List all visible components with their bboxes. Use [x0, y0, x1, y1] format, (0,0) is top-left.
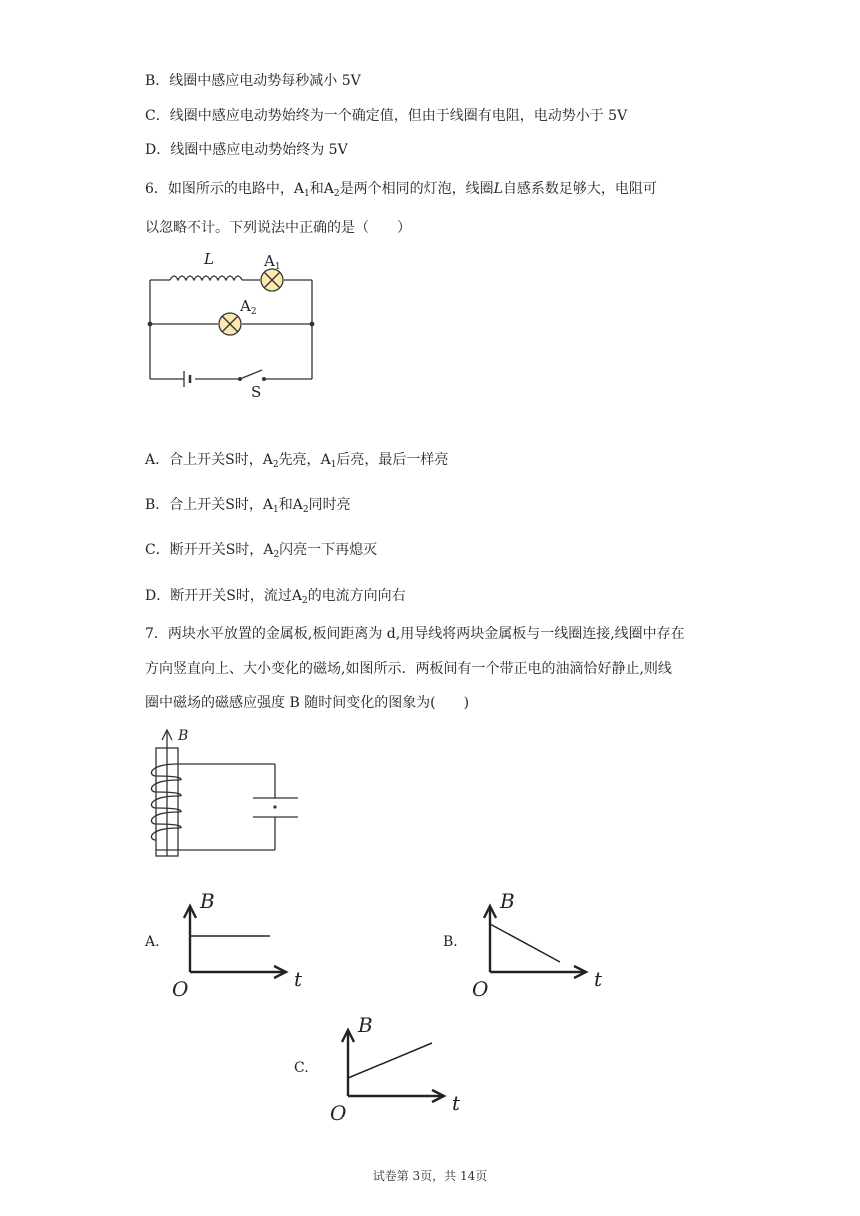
page-footer: 试卷第 3页，共 14页 [372, 1169, 488, 1183]
q7-stem-line1: 7．两块水平放置的金属板,板间距离为 d,用导线将两块金属板与一线圈连接,线圈中存在 [145, 626, 685, 642]
q6-option-d: D．断开开关S时，流过$A_2$的电流方向向右 [145, 588, 406, 606]
oil-drop [273, 805, 276, 808]
q7-stem-line2: 方向竖直向上、大小变化的磁场,如图所示．两板间有一个带正电的油滴恰好静止,则线 [145, 661, 672, 677]
q5-option-b: B．线圈中感应电动势每秒减小 5V [145, 73, 361, 89]
q6-stem-line1: 6．如图所示的电路中，$A_1$和$A_2$是两个相同的灯泡，线圈L自感系数足够大，电阻可 [145, 181, 657, 199]
q5-option-d: D．线圈中感应电动势始终为 5V [145, 142, 348, 158]
q7-option-c-graph [326, 1010, 476, 1125]
coil-label: L [204, 250, 214, 268]
lamp1-label: $A_1$ [264, 252, 281, 272]
svg-text:B: B [500, 889, 515, 913]
figure-b-label: B [178, 728, 189, 744]
lamp2-label: $A_2$ [240, 297, 257, 317]
svg-text:B: B [200, 889, 215, 913]
svg-text:O: O [472, 977, 489, 1001]
q6-stem-line2: 以忽略不计。下列说法中正确的是（ ） [145, 220, 411, 236]
svg-text:B: B [358, 1013, 373, 1037]
svg-text:t: t [294, 967, 303, 991]
svg-text:t: t [594, 967, 603, 991]
q7-option-b-label: B. [443, 934, 458, 950]
q7-coil-capacitor-diagram [140, 724, 310, 864]
q7-option-a-label: A. [145, 934, 160, 950]
svg-text:O: O [172, 977, 189, 1001]
svg-text:t: t [452, 1091, 461, 1115]
q6-option-b: B．合上开关S时，$A_1$和$A_2$同时亮 [145, 497, 351, 515]
q7-stem-line3: 圈中磁场的磁感应强度 B 随时间变化的图象为( ) [145, 695, 470, 711]
q5-option-c: C．线圈中感应电动势始终为一个确定值，但由于线圈有电阻，电动势小于 5V [145, 108, 628, 124]
q7-option-c-label: C. [294, 1060, 309, 1076]
q7-option-a-graph [168, 886, 318, 1001]
switch-label: S [251, 383, 262, 401]
lamp-a1-icon [261, 269, 283, 291]
q7-option-b-graph [468, 886, 618, 1001]
q6-circuit-diagram [140, 244, 330, 404]
q6-option-c: C．断开开关S时，$A_2$闪亮一下再熄灭 [145, 542, 378, 560]
lamp-a2-icon [219, 313, 241, 335]
q6-option-a: A．合上开关S时，$A_2$先亮，$A_1$后亮，最后一样亮 [145, 452, 449, 470]
svg-text:O: O [330, 1101, 347, 1125]
